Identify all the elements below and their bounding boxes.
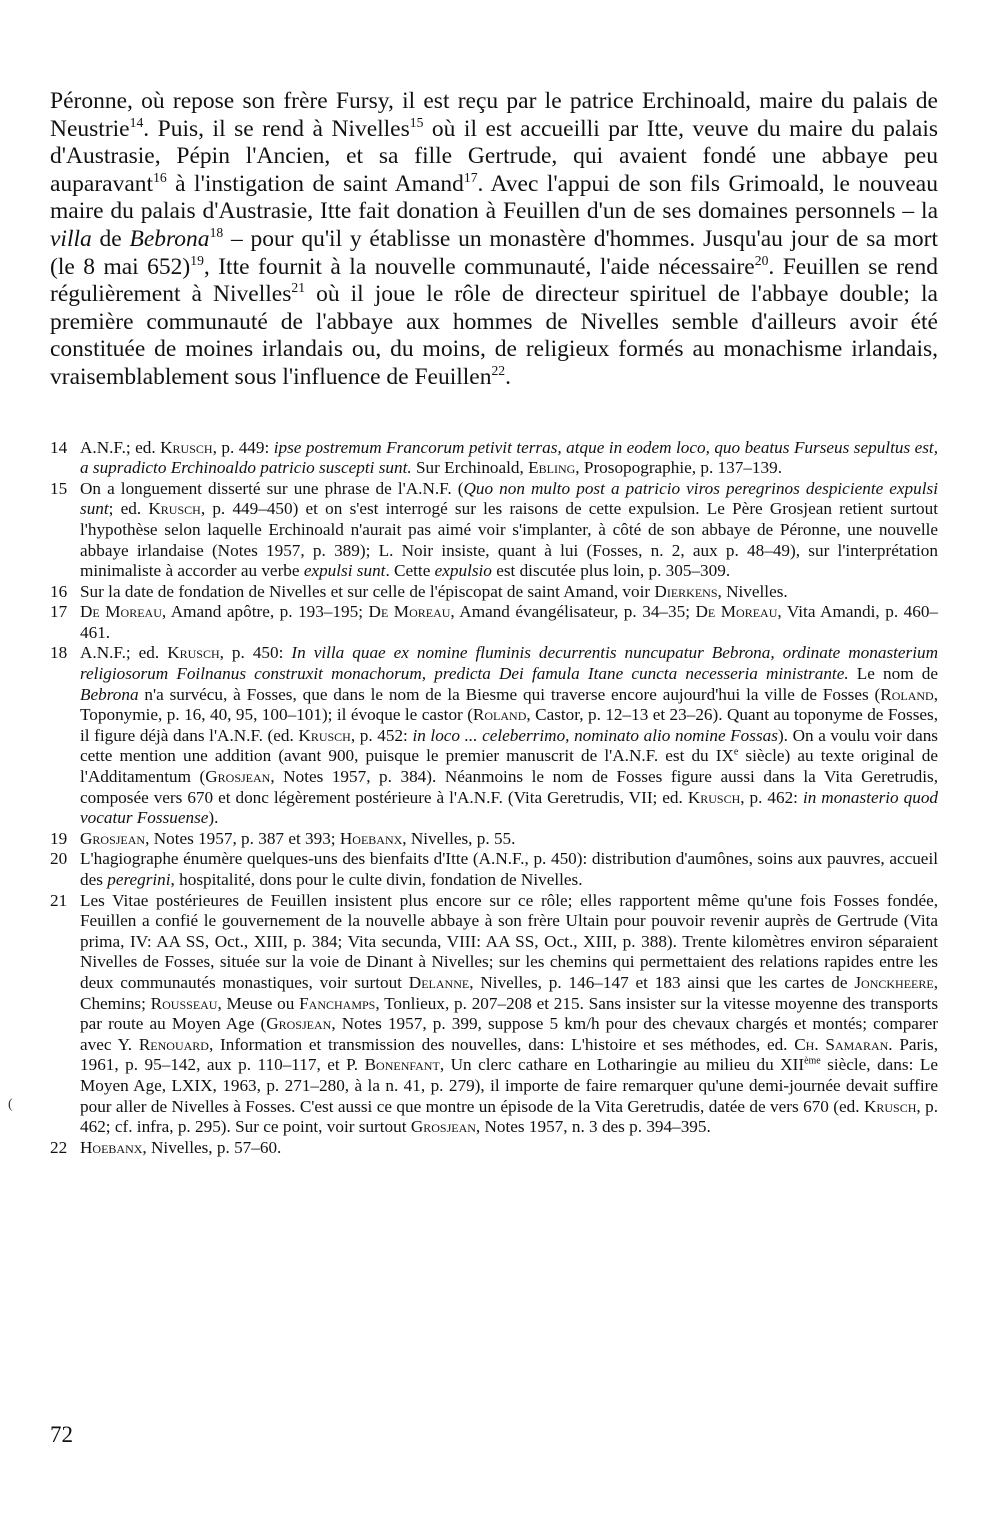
footnote-16: 16 Sur la date de fondation de Nivelles et sur celle de l'épiscopat de saint Amand, voir Dierkens, Nivelles. [50,581,788,601]
footnote-18: 18 A.N.F.; ed. Krusch, p. 450: In villa quae ex nomine fluminis decurrentis nuncupatur Bebrona, ordinate monasterium religiosorum Foilnanus construxit monachorum, predicta Dei famula Itane cuncta necesseria ministrante. Le nom de Bebrona n'a survécu, à Fosses, que dans le nom de la Biesme qui traverse encore aujourd'hui la ville de Fosses (Roland, Toponymie, p. 16, 40, 95, 100–101); il évoque le castor (Roland, Castor, p. 12–13 et 23–26). Quant au toponyme de Fosses, il figure déjà dans l'A.N.F. (ed. Krusch, p. 452: in loco ... celeberrimo, nominato alio nomine Fossas). On a voulu voir dans cette mention une addition (avant 900, puisque le premier manuscrit de l'A.N.F. est du IXe siècle) au texte original de l'Additamentum (Grosjean, Notes 1957, p. 384). Néanmoins le nom de Fosses figure aussi dans la Vita Geretrudis, composée vers 670 et donc légèrement postérieure à l'A.N.F. (Vita Geretrudis, VII; ed. Krusch, p. 462: in monasterio quod vocatur Fossuense). [50,643,939,828]
footnote-ref: 16 [153,169,167,185]
footnote-number: 15 [50,478,68,498]
footnote-number: 17 [50,602,68,622]
footnote-14: 14 A.N.F.; ed. Krusch, p. 449: ipse postremum Francorum petivit terras, atque in eodem loco, quo beatus Furseus sepultus est, a supradicto Erchinoaldo patricio suscepti sunt. Sur Erchinoald, Ebling, Prosopographie, p. 137–139. [50,437,938,478]
footnote-20: 20 L'hagiographe énumère quelques-uns des bienfaits d'Itte (A.N.F., p. 450): distribution d'aumônes, soins aux pauvres, accueil des peregrini, hospitalité, dons pour le culte divin, fondation de Nivelles. [50,849,938,889]
margin-mark: ( [8,1097,13,1112]
footnote-ref: 20 [754,252,769,268]
footnote-ref: 19 [190,252,204,268]
footnote-number: 22 [50,1137,68,1157]
footnote-ref: 15 [409,114,424,130]
footnote-21: 21 Les Vitae postérieures de Feuillen insistent plus encore sur ce rôle; elles rapportent même qu'une fois Fosses fondée, Feuillen a confié le gouvernement de la nouvelle abbaye à son frère Ultain pour pouvoir revenir auprès de Gertrude (Vita prima, IV: AA SS, Oct., XIII, p. 384; Vita secunda, VIII: AA SS, Oct., XIII, p. 388). Trente kilomètres environ séparaient Nivelles de Fosses, située sur la voie de Dinant à Nivelles; sur les chemins qui permettaient des relations rapides entre les deux communautés monastiques, voir surtout Delanne, Nivelles, p. 146–147 et 183 ainsi que les cartes de Jonckheere, Chemins; Rousseau, Meuse ou Fanchamps, Tonlieux, p. 207–208 et 215. Sans insister sur la vitesse moyenne des transports par route au Moyen Age (Grosjean, Notes 1957, p. 399, suppose 5 km/h pour des chevaux chargés et montés; comparer avec Y. Renouard, Information et transmission des nouvelles, dans: L'histoire et ses méthodes, ed. Ch. Samaran. Paris, 1961, p. 95–142, aux p. 110–117, et P. Bonenfant, Un clerc cathare en Lotharingie au milieu du XIIème siècle, dans: Le Moyen Age, LXIX, 1963, p. 271–280, à la n. 41, p. 279), il importe de faire remarquer qu'une demi-journée devait suffire pour aller de Nivelles à Fosses. C'est aussi ce que montre un épisode de la Vita Geretrudis, datée de vers 670 (ed. Krusch, p. 462; cf. infra, p. 295). Sur ce point, voir surtout Grosjean, Notes 1957, n. 3 des p. 394–395. [50,890,939,1137]
page [50,0,938,1158]
footnote-15: 15 On a longuement disserté sur une phrase de l'A.N.F. (Quo non multo post a patricio viros peregrinos despiciente expulsi sunt; ed. Krusch, p. 449–450) et on s'est interrogé sur les raisons de cette expulsion. Le Père Grosjean retient surtout l'hypothèse selon laquelle Erchinoald n'aurait pas aimé voir s'implanter, à côté de son abbaye de Péronne, une nouvelle abbaye irlandaise (Notes 1957, p. 389); L. Noir insiste, quant à lui (Fosses, n. 2, aux p. 48–49), sur l'interprétation minimaliste à accorder au verbe expulsi sunt. Cette expulsio est discutée plus loin, p. 305–309. [50,478,939,581]
page-number: 72 [50,1422,73,1447]
footnote-number: 20 [50,849,68,869]
footnote-ref: 14 [129,114,144,130]
footnote-number: 14 [50,437,68,457]
footnote-number: 19 [50,828,68,848]
footnote-ref: 17 [463,169,478,185]
footnote-ref: 18 [209,225,224,241]
footnote-ref: 21 [291,280,305,296]
footnote-17: 17 De Moreau, Amand apôtre, p. 193–195; De Moreau, Amand évangélisateur, p. 34–35; De Moreau, Vita Amandi, p. 460–461. [50,602,939,642]
footnote-22: 22 Hoebanx, Nivelles, p. 57–60. [50,1137,282,1157]
footnote-19: 19 Grosjean, Notes 1957, p. 387 et 393; Hoebanx, Nivelles, p. 55. [50,828,516,848]
footnote-number: 18 [50,643,68,663]
footnote-number: 16 [50,581,68,601]
main-paragraph: Péronne, où repose son frère Fursy, il est reçu par le patrice Erchinoald, maire du palais de Neustrie$^{14}$. Puis, il se rend à Nivelles$^{15}$ où il est accueilli par Itte, veuve du maire du palais d'Austrasie, Pépin l'Ancien, et sa fille Gertrude, qui avaient fondé une abbaye peu auparavant$^{16}$ à l'instigation de saint Amand$^{17}$. Avec l'appui de son fils Grimoald, le nouveau maire du palais d'Austrasie, Itte fait donation à Feuillen d'un de ses domaines personnels – la villa de Bebrona$^{18}$ – pour qu'il y établisse un monastère d'hommes. Jusqu'au jour de sa mort (le 8 mai 652)$^{19}$, Itte fournit à la nouvelle communauté, l'aide nécessaire$^{20}$. Feuillen se rend régulièrement à Nivelles$^{21}$ où il joue le rôle de directeur spirituel de l'abbaye double; la première communauté de l'abbaye aux hommes de Nivelles semble d'ailleurs avoir été constituée de moines irlandais ou, du moins, de religieux formés au monachisme irlandais, vraisemblablement sous l'influence de Feuillen$^{22}$. [50,88,938,390]
footnote-number: 21 [50,890,68,910]
footnote-ref: 22 [491,363,506,379]
footnotes [50,438,938,1159]
